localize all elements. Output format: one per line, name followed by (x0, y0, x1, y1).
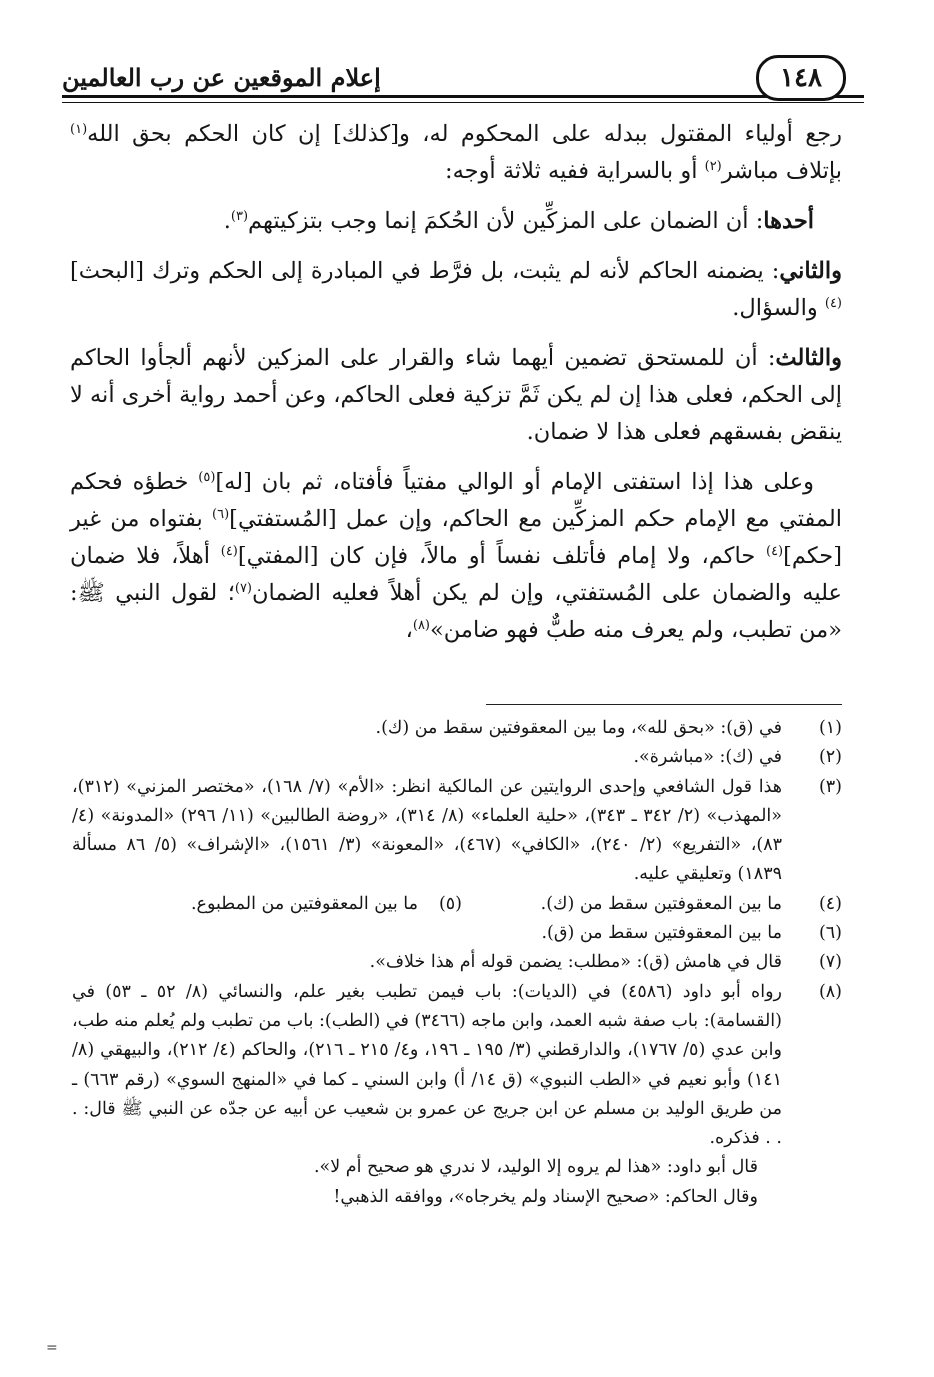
footnote-ref: (٥) (198, 470, 216, 485)
footnote-number: (٢) (818, 747, 842, 768)
footnote-separator (486, 704, 842, 705)
footnote-ref: (٢) (704, 159, 722, 174)
footnote-5 (191, 890, 462, 919)
paragraph-2 (70, 203, 814, 240)
footnote-ref: (٧) (234, 581, 252, 596)
text-run: بفتواه من غير [حكم] (70, 506, 842, 569)
page-header (62, 55, 864, 107)
text-run: والسؤال. (732, 295, 825, 321)
footnote-2 (72, 743, 842, 772)
footnote-text: في (ك): «مباشرة». (633, 747, 782, 768)
footnote-text: ما بين المعقوفتين سقط من (ك). (540, 893, 782, 914)
footnote-3 (72, 773, 842, 890)
footnote-number: (٧) (818, 952, 842, 973)
footnote-text: قال في هامش (ق): «مطلب: يضمن قوله أم هذا خلاف». (369, 952, 782, 973)
text-run: ؛ لقول النبي ﷺ: «من تطبب، ولم يعرف منه طبٌّ فهو ضامن» (70, 580, 842, 643)
footnote-text: ما بين المعقوفتين سقط من (ق). (541, 923, 782, 944)
text-run: رجع أولياء المقتول ببدله على المحكوم له، و[كذلك] إن كان الحكم بحق الله (87, 121, 842, 147)
text-run: أهلاً، فلا ضمان عليه والضمان على المُستفتي، وإن لم يكن أهلاً فعليه الضمان (70, 543, 842, 606)
footnote-number: (١) (818, 718, 842, 738)
footnote-text: ما بين المعقوفتين من المطبوع. (190, 893, 418, 914)
page-number: ١٤٨ (756, 55, 846, 101)
paragraph-5 (70, 464, 842, 649)
footnote-number: (٥) (438, 893, 462, 914)
header-rule-thin (62, 102, 864, 103)
footnote-ref: (٤) (220, 544, 238, 559)
footnote-6 (72, 919, 842, 948)
paragraph-3 (70, 253, 842, 327)
footnote-ref: (٦) (212, 507, 230, 522)
footnote-ref: (١) (70, 122, 88, 137)
footnote-number: (٣) (818, 776, 842, 797)
footnote-ref: (٨) (412, 618, 430, 633)
footnote-ref: (٤) (824, 296, 842, 311)
footnote-ref: (٣) (230, 209, 249, 224)
running-title: إعلام الموقعين عن رب العالمين (62, 63, 381, 92)
footnote-quote-2: وقال الحاكم: «صحيح الإسناد ولم يخرجاه»، ووافقه الذهبي! (333, 1186, 758, 1207)
footnote-quote-1: قال أبو داود: «هذا لم يروه إلا الوليد، لا ندري هو صحيح أم لا». (313, 1157, 758, 1178)
text-run: . (223, 208, 231, 234)
footnote-8 (72, 978, 842, 1154)
footnote-1 (72, 714, 842, 743)
footnote-4 (462, 890, 782, 919)
main-text (70, 116, 842, 662)
text-run: : أن للمستحق تضمين أيهما شاء والقرار على المزكين لأنهم ألجأوا الحاكم إلى الحكم، فعلى هذا إن لم يكن ثَمَّ تزكية فعلى الحاكم، وعن أحمد رواية أخرى أنه لا ينقض بفسقهم فعلى هذا لا ضمان. (70, 345, 842, 445)
footnote-number: (٤) (818, 893, 842, 914)
text-run: وعلى هذا إذا استفتى الإمام أو الوالي مفتياً فأفتاه، ثم بان [له] (215, 469, 814, 495)
text-run: بإتلاف مباشر (721, 158, 842, 184)
footnote-7 (72, 948, 842, 977)
footnote-number: (٦) (818, 923, 842, 944)
footnote-ref: (٤) (765, 544, 784, 559)
text-run: : يضمنه الحاكم لأنه لم يثبت، بل فرَّط في المبادرة إلى الحكم وترك [البحث] (70, 258, 780, 284)
margin-mark: = (46, 1340, 58, 1356)
footnote-number: (٨) (818, 981, 842, 1002)
footnote-text: في (ق): «بحق لله»، وما بين المعقوفتين سقط من (ك). (375, 718, 782, 738)
footnotes (72, 714, 842, 1212)
paragraph-4 (70, 340, 842, 451)
paragraph-lead: والثالث (775, 345, 842, 371)
paragraph-lead: والثاني (779, 258, 842, 284)
paragraph-lead: أحدها (763, 208, 814, 234)
footnote-text: رواه أبو داود (٤٥٨٦) في (الديات): باب فيمن تطبب بغير علم، والنسائي (٨/ ٥٢ ـ ٥٣) في (القسامة): باب صفة شبه العمد، وابن ماجه (٣٤٦٦) في (الطب): باب من تطبب ولم يُعلم منه طب، وابن عدي (٥/ ١٧٦٧)، والدارقطني (٣/ ١٩٥ ـ ١٩٦، و٤/ ٢١٥ ـ ٢١٦)، والحاكم (٤/ ٢١٢)، والبيهقي (٨/ ١٤١) وأبو نعيم في «الطب النبوي» (ق ١٤/ أ) وابن السني ـ كما في «المنهج السوي» (رقم ٦٦٣) ـ من طريق الوليد بن مسلم عن ابن جريج عن عمرو بن شعيب عن أبيه عن جدّه عن النبي ﷺ قال: . . . فذكره. (72, 981, 783, 1149)
footnote-text: هذا قول الشافعي وإحدى الروايتين عن المالكية انظر: «الأم» (٧/ ١٦٨)، «مختصر المزني» (٣١٢)، «المهذب» (٢/ ٣٤٢ ـ ٣٤٣)، «حلية العلماء» (٨/ ٣١٤)، «روضة الطالبين» (١١/ ٢٩٦) «المدونة» (٤/ ٨٣)، «التفريع» (٢/ ٢٤٠)، «الكافي» (٤٦٧)، «المعونة» (٣/ ١٥٦١)، «الإشراف» (٥/ ٨٦ مسألة ١٨٣٩) وتعليقي عليه. (72, 776, 783, 885)
text-run: ، (405, 617, 413, 643)
paragraph-1 (70, 116, 842, 190)
text-run: : أن الضمان على المزكِّين لأن الحُكمَ إنما وجب بتزكيتهم (248, 208, 764, 234)
header-rule-thick (62, 95, 864, 98)
footnote-4-5-row (72, 890, 842, 919)
text-run: أو بالسراية ففيه ثلاثة أوجه: (445, 158, 705, 184)
text-run: حاكم، ولا إمام فأتلف نفساً أو مالاً، فإن كان [المفتي] (237, 543, 766, 569)
text-run: خطؤه فحكم المفتي مع الإمام حكم المزكِّين مع الحاكم، وإن عمل [المُستفتي] (70, 469, 842, 532)
